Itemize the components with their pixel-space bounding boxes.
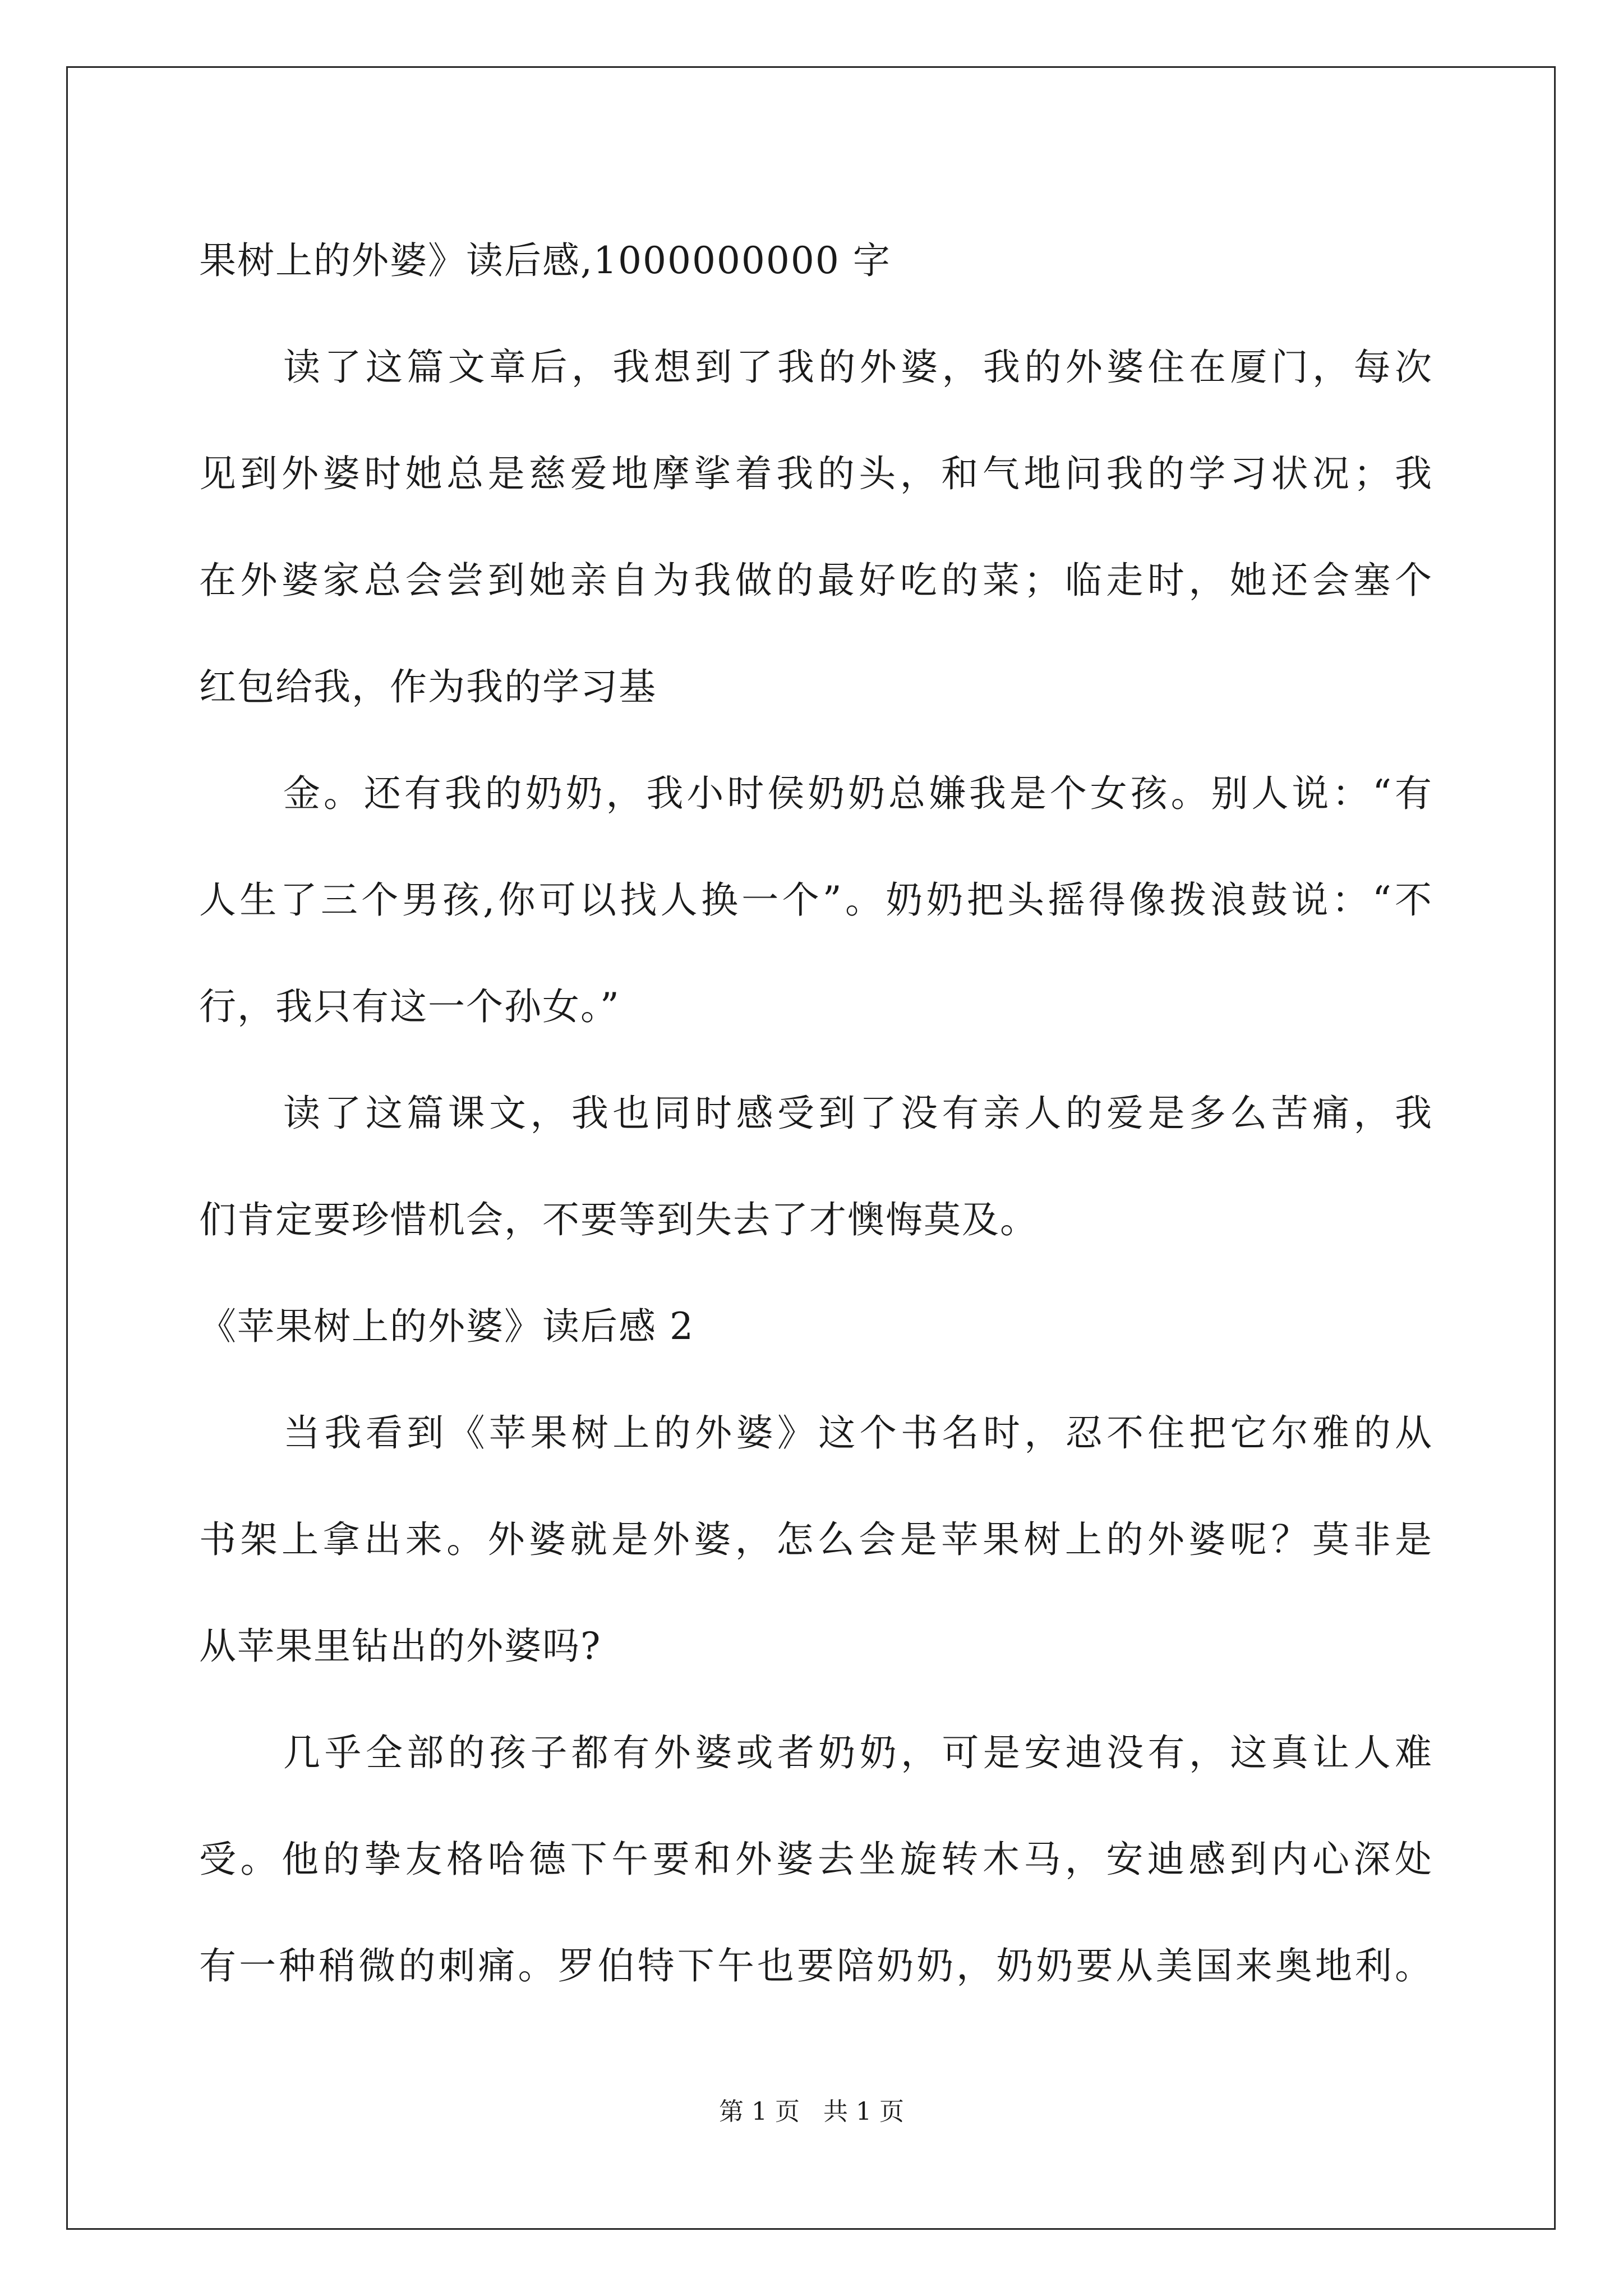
- paragraph-line: 几乎全部的孩子都有外婆或者奶奶，可是安迪没有，这真让人难: [283, 1731, 1433, 1774]
- paragraph-line: 受。他的挚友格哈德下午要和外婆去坐旋转木马，安迪感到内心深处: [199, 1838, 1433, 1881]
- paragraph-line: 金。还有我的奶奶，我小时侯奶奶总嫌我是个女孩。别人说：“有: [283, 772, 1433, 815]
- paragraph-line: 人生了三个男孩,你可以找人换一个”。奶奶把头摇得像拨浪鼓说：“不: [199, 878, 1433, 922]
- section-heading: 《苹果树上的外婆》读后感 2: [199, 1305, 694, 1348]
- paragraph-line: 见到外婆时她总是慈爱地摩挲着我的头，和气地问我的学习状况；我: [199, 452, 1433, 495]
- paragraph-line: 从苹果里钻出的外婆吗?: [199, 1625, 602, 1668]
- paragraph-line: 当我看到《苹果树上的外婆》这个书名时，忍不住把它尔雅的从: [283, 1411, 1433, 1455]
- text-line-title-fragment: 果树上的外婆》读后感,1000000000 字: [199, 239, 891, 282]
- paragraph-line: 在外婆家总会尝到她亲自为我做的最好吃的菜；临走时，她还会塞个: [199, 559, 1433, 602]
- paragraph-line: 书架上拿出来。外婆就是外婆，怎么会是苹果树上的外婆呢？莫非是: [199, 1518, 1433, 1561]
- document-body: [199, 208, 1433, 2019]
- paragraph-line: 行，我只有这一个孙女。”: [199, 985, 620, 1028]
- paragraph-line: 读了这篇课文，我也同时感受到了没有亲人的爱是多么苦痛，我: [283, 1092, 1433, 1135]
- paragraph-line: 们肯定要珍惜机会，不要等到失去了才懊悔莫及。: [199, 1198, 1038, 1241]
- paragraph-line: 读了这篇文章后，我想到了我的外婆，我的外婆住在厦门，每次: [283, 346, 1433, 389]
- paragraph-line: 有一种稍微的刺痛。罗伯特下午也要陪奶奶，奶奶要从美国来奥地利。: [199, 1944, 1433, 1987]
- paragraph-line: 红包给我，作为我的学习基: [199, 665, 657, 708]
- page-number-footer: 第 1 页 共 1 页: [719, 2097, 904, 2126]
